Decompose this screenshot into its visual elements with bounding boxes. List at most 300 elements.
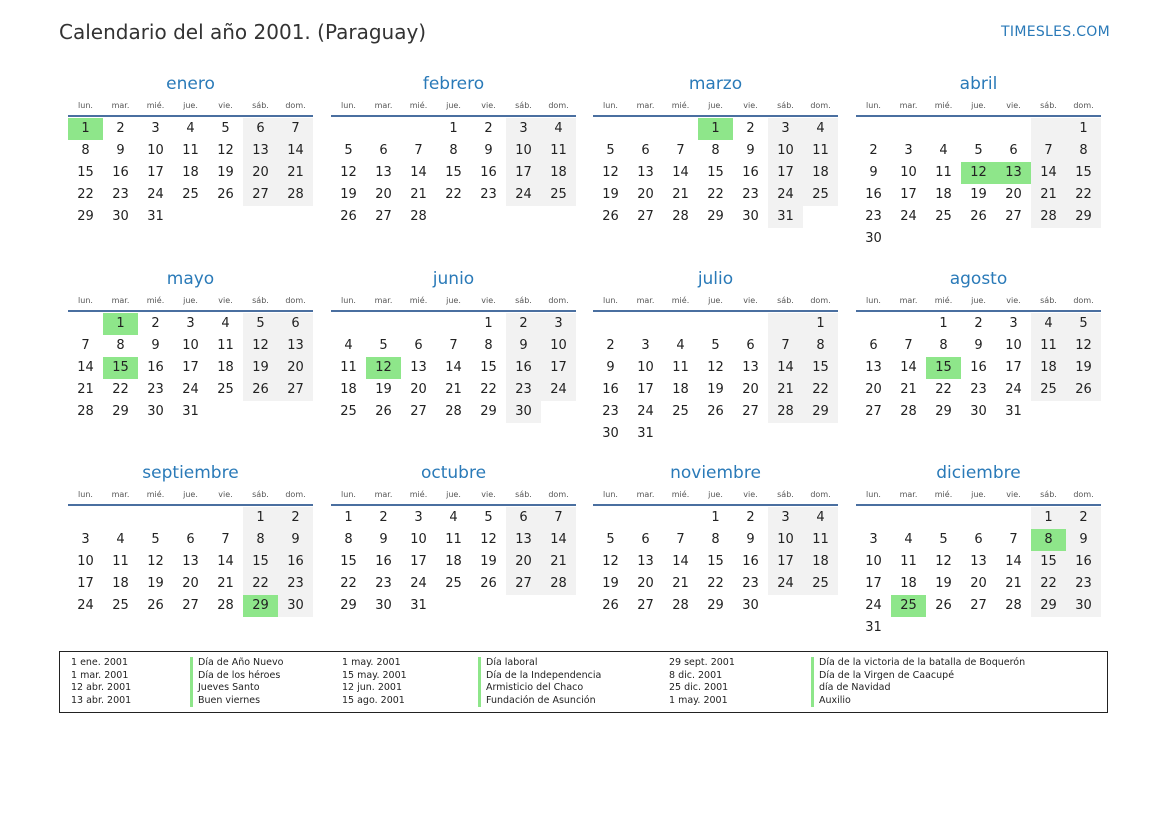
weekday-header: mié. bbox=[934, 490, 953, 499]
calendar-day: 3 bbox=[506, 118, 541, 140]
weekday-header: mié. bbox=[671, 296, 690, 305]
calendar-day: 5 bbox=[243, 313, 278, 335]
weekday-header: mar. bbox=[899, 490, 918, 499]
calendar-day: 19 bbox=[602, 187, 619, 202]
weekday-header: mié. bbox=[146, 296, 165, 305]
calendar-day: 18 bbox=[340, 382, 357, 397]
calendar-day: 27 bbox=[742, 404, 759, 419]
calendar-day: 12 bbox=[147, 554, 164, 569]
calendar-day: 1 bbox=[344, 510, 353, 525]
calendar-day: 10 bbox=[900, 165, 917, 180]
weekday-header: lun. bbox=[78, 101, 93, 110]
calendar-day: 12 bbox=[480, 532, 497, 547]
empty-cell bbox=[856, 118, 891, 140]
weekday-header: dom. bbox=[548, 296, 569, 305]
weekday-header: lun. bbox=[78, 490, 93, 499]
calendar-day: 16 bbox=[278, 551, 313, 573]
month-grid bbox=[856, 294, 1101, 423]
calendar-day: 17 bbox=[506, 162, 541, 184]
calendar-day: 3 bbox=[414, 510, 423, 525]
calendar-day: 26 bbox=[707, 404, 724, 419]
holiday-day: 1 bbox=[68, 118, 103, 140]
calendar-day: 23 bbox=[480, 187, 497, 202]
weekday-header: mar. bbox=[899, 296, 918, 305]
calendar-day: 10 bbox=[541, 335, 576, 357]
month-name: abril bbox=[959, 74, 998, 94]
calendar-day: 21 bbox=[672, 187, 689, 202]
calendar-day: 4 bbox=[116, 532, 125, 547]
calendar-day: 29 bbox=[1066, 206, 1101, 228]
calendar-day: 25 bbox=[803, 573, 838, 595]
calendar-day: 10 bbox=[768, 529, 803, 551]
calendar-day: 21 bbox=[410, 187, 427, 202]
calendar-day: 22 bbox=[707, 576, 724, 591]
calendar-day: 2 bbox=[1066, 507, 1101, 529]
weekday-header: vie. bbox=[1006, 296, 1021, 305]
calendar-day: 28 bbox=[672, 209, 689, 224]
calendar-day: 29 bbox=[77, 209, 94, 224]
holiday-day: 12 bbox=[961, 162, 996, 184]
weekday-header: mar. bbox=[374, 296, 393, 305]
calendar-day: 19 bbox=[935, 576, 952, 591]
calendar-day: 30 bbox=[506, 401, 541, 423]
calendar-day: 18 bbox=[445, 554, 462, 569]
calendar-day: 9 bbox=[1066, 529, 1101, 551]
calendar-day: 5 bbox=[344, 143, 353, 158]
calendar-day: 20 bbox=[243, 162, 278, 184]
weekday-header: jue. bbox=[446, 296, 461, 305]
calendar-day: 7 bbox=[278, 118, 313, 140]
weekday-header: vie. bbox=[481, 101, 496, 110]
calendar-day: 29 bbox=[112, 404, 129, 419]
month-grid bbox=[593, 99, 838, 228]
weekday-header: vie. bbox=[218, 296, 233, 305]
calendar-day: 6 bbox=[974, 532, 983, 547]
legend-date: 25 dic. 2001 bbox=[669, 682, 729, 694]
header-rule bbox=[68, 115, 313, 117]
calendar-day: 16 bbox=[480, 165, 497, 180]
calendar-day: 12 bbox=[340, 165, 357, 180]
header-rule bbox=[331, 115, 576, 117]
calendar-day: 5 bbox=[1066, 313, 1101, 335]
calendar-day: 13 bbox=[278, 335, 313, 357]
weekday-header: lun. bbox=[866, 490, 881, 499]
calendar-day: 25 bbox=[182, 187, 199, 202]
calendar-day: 25 bbox=[112, 598, 129, 613]
calendar-day: 30 bbox=[112, 209, 129, 224]
calendar-day: 24 bbox=[865, 598, 882, 613]
empty-cell bbox=[996, 507, 1031, 529]
month-abril bbox=[856, 73, 1101, 250]
calendar-day: 17 bbox=[865, 576, 882, 591]
month-name: diciembre bbox=[936, 463, 1021, 483]
calendar-day: 7 bbox=[221, 532, 230, 547]
calendar-day: 20 bbox=[637, 187, 654, 202]
weekday-header: vie. bbox=[481, 490, 496, 499]
calendar-day: 9 bbox=[974, 338, 983, 353]
weekday-header: mié. bbox=[934, 296, 953, 305]
calendar-day: 14 bbox=[445, 360, 462, 375]
empty-cell bbox=[663, 118, 698, 140]
empty-cell bbox=[768, 313, 803, 335]
calendar-day: 29 bbox=[340, 598, 357, 613]
empty-cell bbox=[961, 507, 996, 529]
calendar-day: 11 bbox=[935, 165, 952, 180]
legend-holiday-name: Armisticio del Chaco bbox=[478, 682, 601, 695]
weekday-header: mar. bbox=[899, 101, 918, 110]
calendar-day: 16 bbox=[865, 187, 882, 202]
calendar-day: 24 bbox=[768, 573, 803, 595]
weekday-header: vie. bbox=[743, 490, 758, 499]
calendar-day: 4 bbox=[803, 118, 838, 140]
calendar-day: 23 bbox=[602, 404, 619, 419]
calendar-day: 4 bbox=[344, 338, 353, 353]
weekday-header: dom. bbox=[810, 490, 831, 499]
empty-cell bbox=[68, 313, 103, 335]
page-title: Calendario del año 2001. (Paraguay) bbox=[59, 20, 427, 44]
calendar-day: 22 bbox=[1066, 184, 1101, 206]
calendar-day: 17 bbox=[147, 165, 164, 180]
calendar-day: 16 bbox=[375, 554, 392, 569]
month-name: octubre bbox=[420, 463, 487, 483]
calendar-day: 1 bbox=[1031, 507, 1066, 529]
calendar-day: 18 bbox=[112, 576, 129, 591]
empty-cell bbox=[628, 313, 663, 335]
weekday-header: mié. bbox=[146, 101, 165, 110]
calendar-day: 7 bbox=[904, 338, 913, 353]
legend-names-column bbox=[478, 657, 601, 707]
weekday-header: dom. bbox=[285, 101, 306, 110]
calendar-day: 21 bbox=[672, 576, 689, 591]
calendar-day: 31 bbox=[768, 206, 803, 228]
weekday-header: sáb. bbox=[252, 296, 269, 305]
weekday-header: lun. bbox=[603, 101, 618, 110]
calendar-day: 25 bbox=[340, 404, 357, 419]
calendar-day: 4 bbox=[939, 143, 948, 158]
calendar-day: 3 bbox=[768, 118, 803, 140]
calendar-day: 4 bbox=[676, 338, 685, 353]
calendar-day: 25 bbox=[935, 209, 952, 224]
legend-date: 13 abr. 2001 bbox=[71, 694, 132, 706]
legend-holiday-name: Día de los héroes bbox=[190, 670, 283, 683]
weekday-header: mar. bbox=[636, 490, 655, 499]
calendar-day: 27 bbox=[506, 573, 541, 595]
weekday-header: dom. bbox=[1073, 101, 1094, 110]
calendar-day: 8 bbox=[711, 532, 720, 547]
weekday-header: jue. bbox=[183, 490, 198, 499]
month-grid bbox=[856, 488, 1101, 639]
legend-holiday-name: Día de la victoria de la batalla de Boquerón bbox=[811, 657, 1025, 670]
weekday-header: dom. bbox=[285, 490, 306, 499]
calendar-day: 12 bbox=[935, 554, 952, 569]
weekday-header: dom. bbox=[548, 101, 569, 110]
calendar-day: 28 bbox=[1005, 598, 1022, 613]
empty-cell bbox=[173, 507, 208, 529]
calendar-day: 18 bbox=[182, 165, 199, 180]
weekday-header: vie. bbox=[481, 296, 496, 305]
month-grid bbox=[331, 488, 576, 617]
calendar-day: 18 bbox=[900, 576, 917, 591]
calendar-day: 20 bbox=[410, 382, 427, 397]
month-name: noviembre bbox=[670, 463, 761, 483]
calendar-day: 15 bbox=[340, 554, 357, 569]
calendar-day: 7 bbox=[676, 532, 685, 547]
calendar-day: 11 bbox=[182, 143, 199, 158]
weekday-header: mar. bbox=[111, 101, 130, 110]
calendar-day: 5 bbox=[606, 143, 615, 158]
calendar-day: 16 bbox=[1066, 551, 1101, 573]
calendar-day: 28 bbox=[1031, 206, 1066, 228]
calendar-day: 3 bbox=[768, 507, 803, 529]
calendar-day: 23 bbox=[147, 382, 164, 397]
calendar-day: 20 bbox=[1005, 187, 1022, 202]
calendar-day: 11 bbox=[1031, 335, 1066, 357]
calendar-day: 14 bbox=[1031, 162, 1066, 184]
calendar-day: 21 bbox=[541, 551, 576, 573]
month-grid bbox=[68, 294, 313, 423]
calendar-day: 13 bbox=[637, 165, 654, 180]
holiday-day: 8 bbox=[1031, 529, 1066, 551]
weekday-header: jue. bbox=[708, 490, 723, 499]
calendar-day: 8 bbox=[484, 338, 493, 353]
empty-cell bbox=[856, 507, 891, 529]
calendar-day: 23 bbox=[742, 576, 759, 591]
site-logo-link[interactable]: TIMESLES.COM bbox=[1001, 24, 1110, 40]
month-name: agosto bbox=[949, 269, 1008, 289]
empty-cell bbox=[593, 507, 628, 529]
weekday-header: mar. bbox=[636, 101, 655, 110]
calendar-day: 18 bbox=[935, 187, 952, 202]
holiday-day: 15 bbox=[926, 357, 961, 379]
calendar-day: 10 bbox=[1005, 338, 1022, 353]
calendar-day: 12 bbox=[1066, 335, 1101, 357]
empty-cell bbox=[593, 313, 628, 335]
legend-holiday-name: Fundación de Asunción bbox=[478, 695, 601, 708]
calendar-day: 15 bbox=[1066, 162, 1101, 184]
weekday-header: lun. bbox=[78, 296, 93, 305]
month-agosto bbox=[856, 268, 1101, 423]
calendar-day: 21 bbox=[768, 379, 803, 401]
calendar-day: 6 bbox=[641, 143, 650, 158]
calendar-day: 26 bbox=[1066, 379, 1101, 401]
calendar-day: 30 bbox=[742, 209, 759, 224]
calendar-day: 23 bbox=[970, 382, 987, 397]
calendar-day: 2 bbox=[746, 121, 755, 136]
calendar-day: 30 bbox=[375, 598, 392, 613]
weekday-header: mar. bbox=[111, 296, 130, 305]
calendar-day: 19 bbox=[243, 357, 278, 379]
calendar-day: 11 bbox=[900, 554, 917, 569]
legend-date: 15 may. 2001 bbox=[342, 669, 407, 681]
calendar-day: 9 bbox=[278, 529, 313, 551]
calendar-day: 10 bbox=[865, 554, 882, 569]
calendar-day: 17 bbox=[541, 357, 576, 379]
calendar-day: 9 bbox=[151, 338, 160, 353]
calendar-day: 21 bbox=[278, 162, 313, 184]
calendar-day: 22 bbox=[1031, 573, 1066, 595]
legend-holiday-name: Buen viernes bbox=[190, 695, 283, 708]
calendar-day: 28 bbox=[217, 598, 234, 613]
calendar-day: 13 bbox=[375, 165, 392, 180]
calendar-day: 17 bbox=[77, 576, 94, 591]
calendar-day: 16 bbox=[742, 165, 759, 180]
month-diciembre bbox=[856, 462, 1101, 639]
calendar-day: 21 bbox=[1005, 576, 1022, 591]
calendar-day: 20 bbox=[637, 576, 654, 591]
weekday-header: jue. bbox=[446, 490, 461, 499]
calendar-day: 21 bbox=[1031, 184, 1066, 206]
calendar-day: 14 bbox=[672, 165, 689, 180]
calendar-day: 25 bbox=[541, 184, 576, 206]
weekday-header: sáb. bbox=[1040, 490, 1057, 499]
calendar-day: 26 bbox=[935, 598, 952, 613]
month-febrero bbox=[331, 73, 576, 228]
calendar-day: 2 bbox=[606, 338, 615, 353]
weekday-header: jue. bbox=[708, 101, 723, 110]
calendar-day: 16 bbox=[742, 554, 759, 569]
calendar-day: 21 bbox=[900, 382, 917, 397]
calendar-day: 19 bbox=[217, 165, 234, 180]
calendar-day: 2 bbox=[746, 510, 755, 525]
weekday-header: mié. bbox=[146, 490, 165, 499]
calendar-day: 4 bbox=[221, 316, 230, 331]
legend-date: 29 sept. 2001 bbox=[669, 657, 735, 668]
month-name: mayo bbox=[166, 269, 215, 289]
header-rule bbox=[856, 115, 1101, 117]
calendar-day: 2 bbox=[278, 507, 313, 529]
header-rule bbox=[68, 310, 313, 312]
month-mayo bbox=[68, 268, 313, 423]
weekday-header: mié. bbox=[409, 490, 428, 499]
calendar-day: 1 bbox=[243, 507, 278, 529]
legend-holiday-name: Jueves Santo bbox=[190, 682, 283, 695]
calendar-day: 19 bbox=[1066, 357, 1101, 379]
weekday-header: lun. bbox=[341, 490, 356, 499]
weekday-header: jue. bbox=[708, 296, 723, 305]
calendar-day: 19 bbox=[707, 382, 724, 397]
calendar-day: 30 bbox=[742, 598, 759, 613]
weekday-header: mié. bbox=[409, 296, 428, 305]
calendar-day: 28 bbox=[541, 573, 576, 595]
month-septiembre bbox=[68, 462, 313, 617]
calendar-day: 3 bbox=[1009, 316, 1018, 331]
empty-cell bbox=[663, 507, 698, 529]
calendar-day: 25 bbox=[445, 576, 462, 591]
calendar-day: 23 bbox=[742, 187, 759, 202]
calendar-day: 6 bbox=[186, 532, 195, 547]
legend-names-column bbox=[190, 657, 283, 707]
calendar-day: 14 bbox=[768, 357, 803, 379]
legend-date: 15 ago. 2001 bbox=[342, 694, 405, 706]
weekday-header: jue. bbox=[183, 296, 198, 305]
weekday-header: dom. bbox=[285, 296, 306, 305]
empty-cell bbox=[103, 507, 138, 529]
calendar-day: 11 bbox=[541, 140, 576, 162]
calendar-day: 16 bbox=[506, 357, 541, 379]
calendar-day: 4 bbox=[803, 507, 838, 529]
calendar-day: 10 bbox=[77, 554, 94, 569]
empty-cell bbox=[331, 313, 366, 335]
calendar-day: 24 bbox=[147, 187, 164, 202]
calendar-day: 7 bbox=[1031, 140, 1066, 162]
header-rule bbox=[856, 504, 1101, 506]
month-marzo bbox=[593, 73, 838, 228]
weekday-header: dom. bbox=[810, 101, 831, 110]
calendar-day: 27 bbox=[637, 598, 654, 613]
calendar-day: 13 bbox=[865, 360, 882, 375]
month-grid bbox=[856, 99, 1101, 250]
header-rule bbox=[593, 504, 838, 506]
calendar-day: 12 bbox=[707, 360, 724, 375]
month-grid bbox=[593, 488, 838, 617]
calendar-day: 2 bbox=[484, 121, 493, 136]
calendar-day: 24 bbox=[182, 382, 199, 397]
calendar-day: 27 bbox=[182, 598, 199, 613]
calendar-day: 18 bbox=[1031, 357, 1066, 379]
calendar-day: 6 bbox=[243, 118, 278, 140]
calendar-day: 24 bbox=[1005, 382, 1022, 397]
weekday-header: dom. bbox=[810, 296, 831, 305]
empty-cell bbox=[996, 118, 1031, 140]
calendar-day: 13 bbox=[742, 360, 759, 375]
calendar-day: 11 bbox=[217, 338, 234, 353]
calendar-day: 5 bbox=[711, 338, 720, 353]
calendar-day: 7 bbox=[414, 143, 423, 158]
weekday-header: jue. bbox=[971, 101, 986, 110]
holiday-day: 15 bbox=[103, 357, 138, 379]
calendar-day: 14 bbox=[541, 529, 576, 551]
calendar-day: 22 bbox=[480, 382, 497, 397]
calendar-day: 1 bbox=[1066, 118, 1101, 140]
calendar-day: 27 bbox=[637, 209, 654, 224]
month-name: septiembre bbox=[142, 463, 239, 483]
calendar-day: 26 bbox=[217, 187, 234, 202]
calendar-day: 26 bbox=[602, 209, 619, 224]
calendar-day: 14 bbox=[410, 165, 427, 180]
calendar-day: 11 bbox=[803, 529, 838, 551]
calendar-day: 27 bbox=[410, 404, 427, 419]
calendar-day: 14 bbox=[672, 554, 689, 569]
empty-cell bbox=[663, 313, 698, 335]
calendar-day: 15 bbox=[480, 360, 497, 375]
calendar-day: 17 bbox=[182, 360, 199, 375]
calendar-day: 11 bbox=[672, 360, 689, 375]
calendar-day: 10 bbox=[182, 338, 199, 353]
calendar-day: 7 bbox=[81, 338, 90, 353]
calendar-day: 7 bbox=[541, 507, 576, 529]
calendar-day: 6 bbox=[746, 338, 755, 353]
calendar-day: 28 bbox=[445, 404, 462, 419]
empty-cell bbox=[628, 118, 663, 140]
calendar-day: 13 bbox=[506, 529, 541, 551]
calendar-day: 14 bbox=[217, 554, 234, 569]
calendar-day: 4 bbox=[904, 532, 913, 547]
weekday-header: dom. bbox=[548, 490, 569, 499]
calendar-day: 8 bbox=[243, 529, 278, 551]
calendar-day: 19 bbox=[602, 576, 619, 591]
calendar-day: 8 bbox=[711, 143, 720, 158]
calendar-day: 18 bbox=[803, 162, 838, 184]
calendar-day: 18 bbox=[672, 382, 689, 397]
calendar-day: 10 bbox=[768, 140, 803, 162]
legend-date: 12 abr. 2001 bbox=[71, 682, 132, 694]
calendar-day: 7 bbox=[768, 335, 803, 357]
calendar-day: 23 bbox=[112, 187, 129, 202]
calendar-day: 9 bbox=[869, 165, 878, 180]
weekday-header: lun. bbox=[341, 296, 356, 305]
calendar-day: 16 bbox=[602, 382, 619, 397]
weekday-header: sáb. bbox=[777, 101, 794, 110]
